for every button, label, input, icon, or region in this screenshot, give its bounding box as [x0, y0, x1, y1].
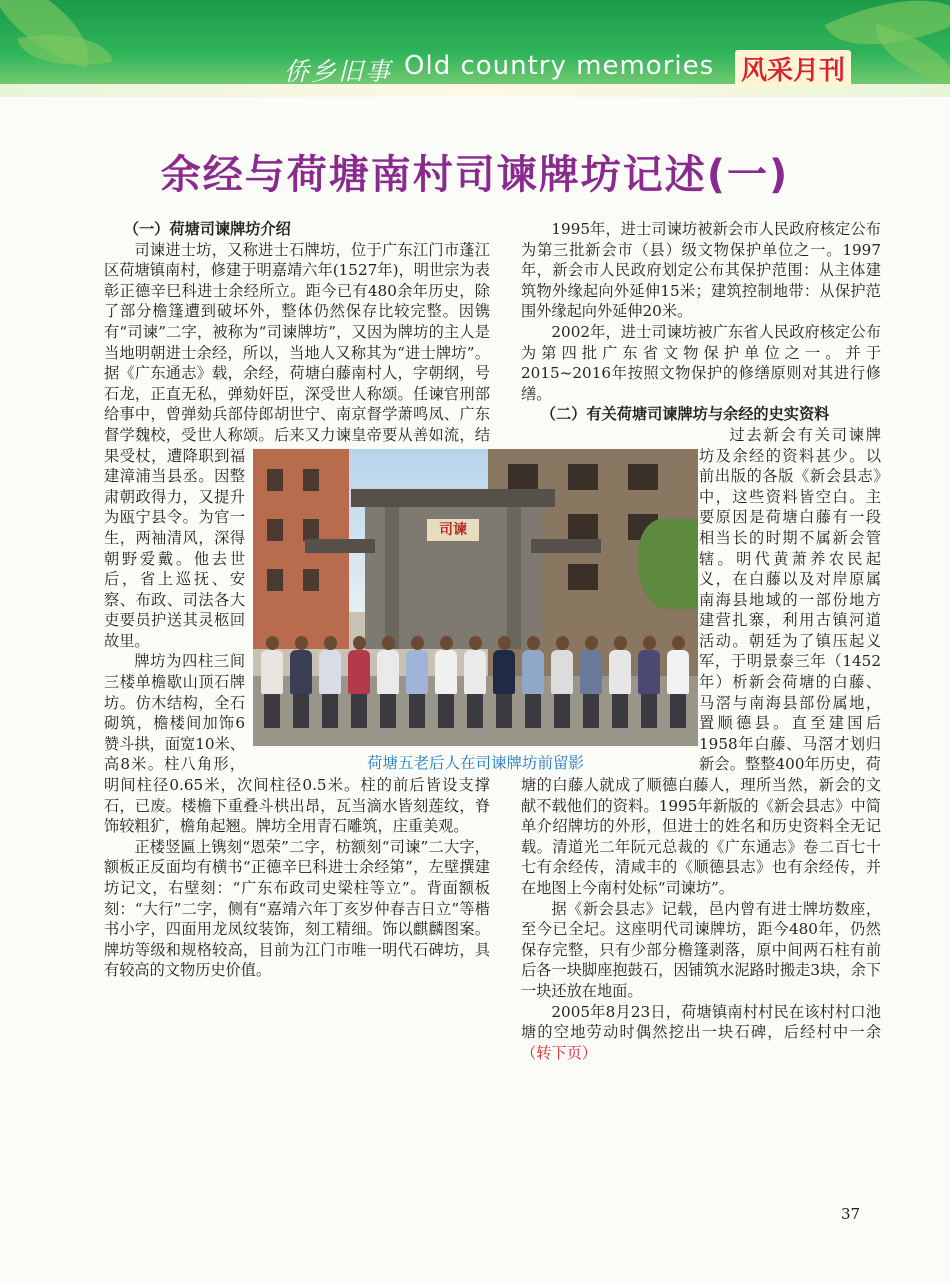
paragraph: 过去新会有关司谏牌坊及余经的资料甚少。以前出版的各版《新会县志》中，这些资料皆空白。主要原因是荷塘白藤有一段相当长的时期不属新会管辖。明代黄萧养农民起义，在白藤以及对岸原属南海县地域的一部份地方建营扎寨，利用古镇河道活动。朝廷为了镇压起义军，于明景泰三年（1452年）析新会荷塘的白藤、马滘与南海县部份属地，置顺德县。直至建国后1958年白藤、马滘才划归新会。整整400年历史，荷塘的白藤人就成了顺德白藤人，理所当然，新会的文献不载他们的资料。1995年新版的《新会县志》中简单介绍牌坊的外形，但进士的姓名和历史资料全无记载。清道光二年阮元总裁的《广东通志》卷二百七十七有余经传，清咸丰的《顺德县志》也有余经传，并在地图上今南村处标“司谏坊”。 — [521, 425, 881, 897]
section-heading: （二）有关荷塘司谏牌坊与余经的史实资料 — [540, 405, 830, 424]
person-figure — [464, 636, 486, 728]
paragraph: 2005年8月23日，荷塘镇南村村民在该村村口池塘的空地劳动时偶然挖出一块石碑，后经村中一余（转下页） — [521, 1002, 881, 1062]
article-title: 余经与荷塘南村司谏牌坊记述(一) — [160, 152, 790, 198]
person-figure — [522, 636, 544, 728]
person-figure — [609, 636, 631, 728]
page-number: 37 — [841, 1205, 861, 1223]
person-figure — [435, 636, 457, 728]
person-figure — [667, 636, 689, 728]
group-of-people — [253, 599, 698, 746]
article-photo — [253, 449, 698, 746]
person-figure — [261, 636, 283, 728]
person-figure — [348, 636, 370, 728]
paragraph: 牌坊为四柱三间三楼单檐歇山顶石牌坊。仿木结构，全石砌筑，檐楼间加饰6赞斗拱，面宽10米、高8米。柱八角形，明间柱径0.65米，次间柱径0.5米。柱的前后皆设支撑石，已废。楼檐下重叠斗栱出昂，瓦当滴水皆刻莲纹，脊饰较粗犷，檐角起翘。牌坊全用青石雕筑，庄重美观。 — [104, 652, 490, 836]
person-figure — [319, 636, 341, 728]
paragraph: 2002年，进士司谏坊被广东省人民政府核定公布为第四批广东省文物保护单位之一。并于2015~2016年按照文物保护的修缮原则对其进行修缮。 — [521, 322, 881, 403]
page-header — [0, 0, 950, 97]
magazine-name: 风采月刊 — [735, 50, 851, 87]
person-figure — [406, 636, 428, 728]
column-name-en: Old country memories — [404, 51, 715, 81]
person-figure — [290, 636, 312, 728]
continued-marker: （转下页） — [521, 1043, 597, 1062]
archway-plaque: 司谏 — [427, 519, 479, 541]
paragraph: 据《新会县志》记载，邑内曾有进士牌坊数座，至今已全圮。这座明代司谏牌坊，距今480年，仍然保存完整，只有少部分檐篷剥落，原中间两石柱有前后各一块脚座抱鼓石，因铺筑水泥路时搬走3块，余下一块还放在地面。 — [521, 899, 881, 1000]
person-figure — [638, 636, 660, 728]
paragraph-text: 司谏进士坊，又称进士石牌坊，位于广东江门市蓬江区荷塘镇南村，修建于明嘉靖六年(1527年)，明世宗为表彰正德辛巳科进士余经所立。距今已有480余年历史，除了部分檐篷遭到破坏外，整体仍然保存比较完整。因镌有“司谏”二字，被称为“司谏牌坊”，又因为牌坊的主人是当地明朝进士余经，所以，当地人又称其为“进士牌坊”。据《广东通志》载，余经，荷塘白藤南村人，字朝纲，号石龙，正直无私，弹劾奸臣，深受世人称颂。任谏官刑部给事中，曾弹劾兵部侍郎胡世宁、南京督学萧鸣凤、广东督学魏校，受世人称颂。后来又力谏皇帝要从善如流，结果受杖，遭降职到福建漳浦当县丞。因整肃朝政得力，又提升为瓯宁县令。为官一生，两袖清风，深得朝野爱戴。他去世后，省上巡抚、安察、布政、司法各大吏要员护送其灵柩回故里。 — [104, 240, 490, 650]
paragraph: 正楼竖匾上镌刻“恩荣”二字，枋额刻“司谏”二大字，额板正反面均有横书“正德辛巳科进士余经第”，左壁撰建坊记文，右壁刻：“广东布政司史梁柱等立”。背面额板刻：“大行”二字，侧有“嘉靖六年丁亥岁仲春吉日立”等楷书小字，四面用龙凤纹装饰，刻工精细。饰以麒麟图案。牌坊等级和规格较高，目前为江门市唯一明代石碑坊，具有较高的文物历史价值。 — [104, 837, 490, 980]
person-figure — [580, 636, 602, 728]
person-figure — [377, 636, 399, 728]
person-figure — [551, 636, 573, 728]
section-heading: （一）荷塘司谏牌坊介绍 — [123, 220, 291, 238]
photo-tree — [638, 519, 698, 609]
paragraph: 1995年，进士司谏坊被新会市人民政府核定公布为第三批新会市（县）级文物保护单位之一。1997年，新会市人民政府划定公布其保护范围：从主体建筑物外缘起向外延伸15米；建筑控制地带：从保护范围外缘起向外延伸20米。 — [521, 220, 881, 321]
person-figure — [493, 636, 515, 728]
photo-caption: 荷塘五老后人在司谏牌坊前留影 — [366, 754, 584, 772]
column-name-cn: 侨乡旧事 — [284, 57, 393, 86]
